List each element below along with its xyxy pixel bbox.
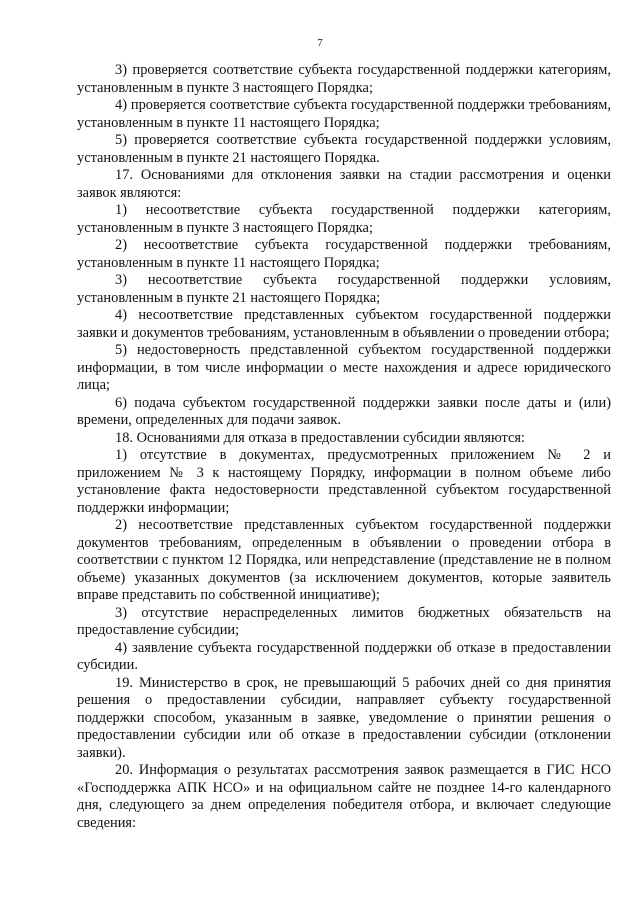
paragraph-18-4: 4) заявление субъекта государственной поддержки об отказе в предоставлении субсидии. <box>77 639 611 673</box>
page-number: 7 <box>317 37 323 49</box>
document-body <box>77 62 611 832</box>
paragraph-18-1: 1) отсутствие в документах, предусмотренных приложением № 2 и приложением № 3 к настоящему Порядку, информации в полном объеме либо установление факта недостоверности представленной субъектом государственной поддержки информации; <box>77 447 611 516</box>
paragraph-16-5: 5) проверяется соответствие субъекта государственной поддержки условиям, установленным в пункте 21 настоящего Порядка. <box>77 132 611 166</box>
paragraph-16-4: 4) проверяется соответствие субъекта государственной поддержки требованиям, установленным в пункте 11 настоящего Порядка; <box>77 97 611 131</box>
paragraph-18-3: 3) отсутствие нераспределенных лимитов бюджетных обязательств на предоставление субсидии; <box>77 604 611 638</box>
paragraph-18: 18. Основаниями для отказа в предоставлении субсидии являются: <box>115 429 525 446</box>
paragraph-18-2: 2) несоответствие представленных субъектом государственной поддержки документов требованиям, определенным в объявлении о проведении отбора в соответствии с пунктом 12 Порядка, или непредставление (представление не в полном объеме) указанных документов (за исключением документов, которые заявитель вправе представить по собственной инициативе); <box>77 517 611 603</box>
paragraph-17-1: 1) несоответствие субъекта государственной поддержки категориям, установленным в пункте 3 настоящего Порядка; <box>77 202 611 236</box>
paragraph-17-3: 3) несоответствие субъекта государственной поддержки условиям, установленным в пункте 21 настоящего Порядка; <box>77 272 611 306</box>
paragraph-20: 20. Информация о результатах рассмотрения заявок размещается в ГИС НСО «Господдержка АПК НСО» и на официальном сайте не позднее 14-го календарного дня, следующего за днем определения победителя отбора, и включает следующие сведения: <box>77 762 611 831</box>
paragraph-17-4: 4) несоответствие представленных субъектом государственной поддержки заявки и документов требованиям, установленным в объявлении о проведении отбора; <box>77 307 611 341</box>
paragraph-17-2: 2) несоответствие субъекта государственной поддержки требованиям, установленным в пункте 11 настоящего Порядка; <box>77 237 611 271</box>
paragraph-19: 19. Министерство в срок, не превышающий 5 рабочих дней со дня принятия решения о предоставлении субсидии, направляет субъекту государственной поддержки способом, указанным в заявке, уведомление о принятии решения о предоставлении субсидии или об отказе в предоставлении субсидии (отклонении заявки). <box>77 674 611 761</box>
paragraph-17: 17. Основаниями для отклонения заявки на стадии рассмотрения и оценки заявок являются: <box>77 167 611 201</box>
paragraph-17-5: 5) недостоверность представленной субъектом государственной поддержки информации, в том числе информации о месте нахождения и адресе юридического лица; <box>77 342 611 393</box>
paragraph-16-3: 3) проверяется соответствие субъекта государственной поддержки категориям, установленным в пункте 3 настоящего Порядка; <box>77 62 611 96</box>
paragraph-17-6: 6) подача субъектом государственной поддержки заявки после даты и (или) времени, определенных для подачи заявок. <box>77 394 611 428</box>
